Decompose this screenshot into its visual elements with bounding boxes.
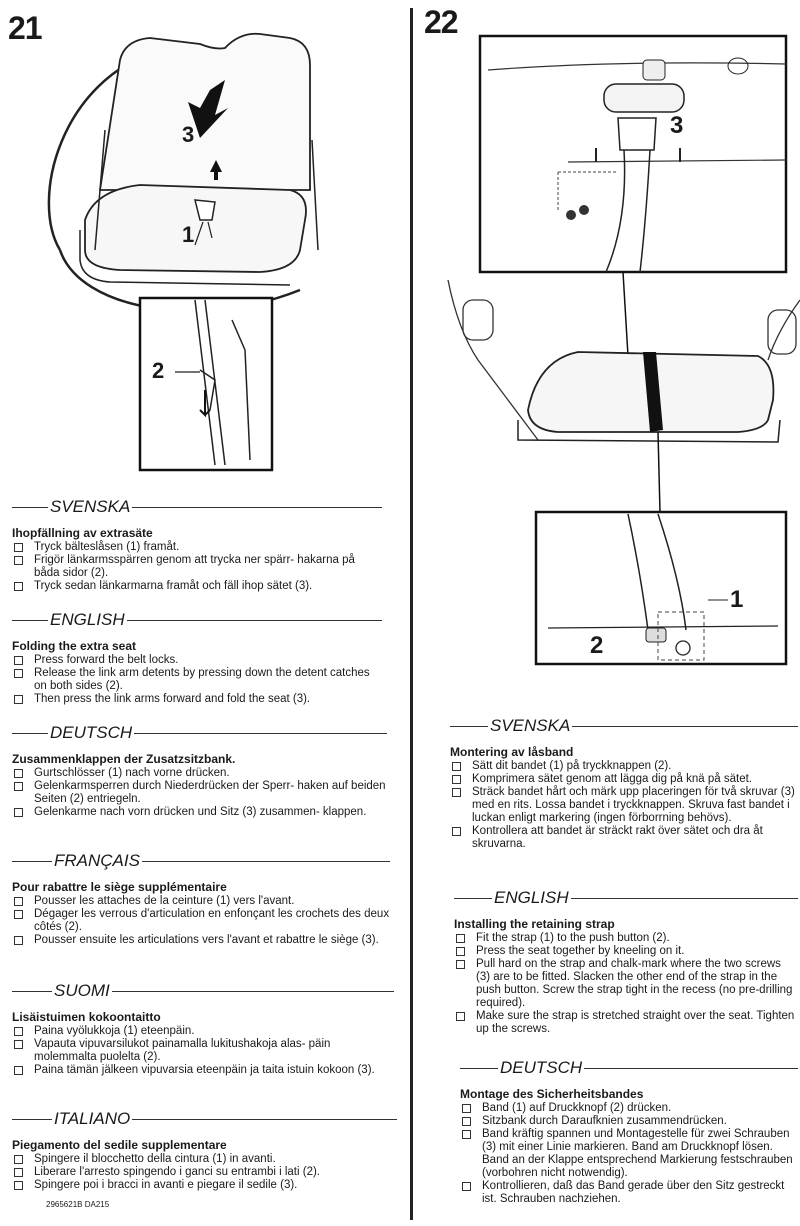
callout-3: 3	[182, 122, 194, 147]
section-heading: Piegamento del sedile supplementare	[12, 1138, 227, 1152]
callout-3: 3	[670, 112, 683, 139]
list-item: Paina vyölukkoja (1) eteenpäin.	[12, 1025, 394, 1038]
list-item: Press the seat together by kneeling on it.	[454, 945, 798, 958]
document-code: 2965621B DA215	[46, 1200, 110, 1209]
callout-2: 2	[152, 358, 164, 383]
list-item: Sträck bandet hårt och märk upp placeringen för två skruvar (3) med en rits. Lossa bandet i tryckknappen. Skruva fast bandet i luckan enligt markering (ingen förborrning behövs).	[450, 786, 798, 825]
page-divider	[410, 8, 413, 1220]
left-section-english	[12, 610, 382, 706]
callout-2: 2	[590, 632, 603, 659]
list-item: Tryck bälteslåsen (1) framåt.	[12, 541, 382, 554]
list-item: Kontrollieren, daß das Band gerade über den Sitz gestreckt ist. Schrauben nachziehen.	[460, 1180, 798, 1206]
list-item: Spingere il blocchetto della cintura (1) in avanti.	[12, 1153, 397, 1166]
left-section-francais	[12, 851, 390, 947]
lang-title: FRANÇAIS	[54, 851, 140, 870]
lang-title: SVENSKA	[50, 497, 131, 516]
list-item: Pull hard on the strap and chalk-mark where the two screws (3) are to be fitted. Slacken the other end of the strap in the push button. Screw the strap tight in the recess (no pre-drilling required).	[454, 958, 798, 1010]
list-item: Band (1) auf Druckknopf (2) drücken.	[460, 1102, 798, 1115]
lang-title: DEUTSCH	[50, 723, 133, 742]
list-item: Sätt dit bandet (1) på tryckknappen (2).	[450, 760, 798, 773]
right-section-deutsch	[460, 1058, 798, 1206]
section-heading: Ihopfällning av extrasäte	[12, 526, 153, 540]
callout-1: 1	[730, 586, 743, 613]
left-section-suomi	[12, 981, 394, 1077]
list-item: Pousser les attaches de la ceinture (1) vers l'avant.	[12, 895, 390, 908]
section-heading: Pour rabattre le siège supplémentaire	[12, 880, 227, 894]
left-section-deutsch	[12, 723, 387, 819]
lang-title: SVENSKA	[490, 716, 571, 735]
left-page-number: 21	[8, 10, 42, 46]
list-item: Gelenkarmsperren durch Niederdrücken der Sperr- haken auf beiden Seiten (2) entriegeln.	[12, 780, 387, 806]
list-item: Release the link arm detents by pressing down the detent catches on both sides (2).	[12, 667, 382, 693]
list-item: Liberare l'arresto spingendo i ganci su entrambi i lati (2).	[12, 1166, 397, 1179]
list-item: Sitzbank durch Daraufknien zusammendrücken.	[460, 1115, 798, 1128]
lang-title: ITALIANO	[54, 1109, 131, 1128]
list-item: Tryck sedan länkarmarna framåt och fäll ihop sätet (3).	[12, 580, 382, 593]
list-item: Dégager les verrous d'articulation en enfonçant les crochets des deux côtés (2).	[12, 908, 390, 934]
list-item: Spingere poi i bracci in avanti e piegare il sedile (3).	[12, 1179, 397, 1192]
left-section-italiano	[12, 1109, 397, 1192]
list-item: Band kräftig spannen und Montagestelle für zwei Schrauben (3) mit einer Linie markieren. Band am Druckknopf lösen. Band an der Klappe entsprechend Markierung festschrauben (vorbohren nicht notwendig).	[460, 1128, 798, 1180]
right-page-number: 22	[424, 4, 458, 40]
list-item: Fit the strap (1) to the push button (2).	[454, 932, 798, 945]
seat-folding-illustration	[0, 20, 410, 480]
strap-installation-illustration	[418, 0, 800, 700]
section-heading: Zusammenklappen der Zusatzsitzbank.	[12, 752, 236, 766]
lang-title: ENGLISH	[50, 610, 125, 629]
list-item: Komprimera sätet genom att lägga dig på knä på sätet.	[450, 773, 798, 786]
callout-1: 1	[182, 222, 194, 247]
list-item: Pousser ensuite les articulations vers l'avant et rabattre le siège (3).	[12, 934, 390, 947]
list-item: Gelenkarme nach vorn drücken und Sitz (3) zusammen- klappen.	[12, 806, 387, 819]
list-item: Kontrollera att bandet är sträckt rakt över sätet och dra åt skruvarna.	[450, 825, 798, 851]
lang-title: DEUTSCH	[500, 1058, 583, 1077]
list-item: Make sure the strap is stretched straight over the seat. Tighten up the screws.	[454, 1010, 798, 1036]
right-page	[418, 0, 800, 1226]
section-heading: Montering av låsband	[450, 745, 574, 759]
section-heading: Montage des Sicherheitsbandes	[460, 1087, 644, 1101]
left-section-svenska	[12, 497, 382, 593]
list-item: Frigör länkarmsspärren genom att trycka ner spärr- hakarna på båda sidor (2).	[12, 554, 382, 580]
list-item: Gurtschlösser (1) nach vorne drücken.	[12, 767, 387, 780]
section-heading: Lisäistuimen kokoontaitto	[12, 1010, 161, 1024]
right-section-english	[454, 888, 798, 1036]
list-item: Paina tämän jälkeen vipuvarsia eteenpäin ja taita istuin kokoon (3).	[12, 1064, 394, 1077]
section-heading: Folding the extra seat	[12, 639, 137, 653]
right-section-svenska	[450, 716, 798, 851]
section-heading: Installing the retaining strap	[454, 917, 615, 931]
lang-title: SUOMI	[54, 981, 110, 1000]
list-item: Vapauta vipuvarsilukot painamalla lukitushakoja alas- päin molemmalta puolelta (2).	[12, 1038, 394, 1064]
list-item: Then press the link arms forward and fold the seat (3).	[12, 693, 382, 706]
list-item: Press forward the belt locks.	[12, 654, 382, 667]
lang-title: ENGLISH	[494, 888, 569, 907]
